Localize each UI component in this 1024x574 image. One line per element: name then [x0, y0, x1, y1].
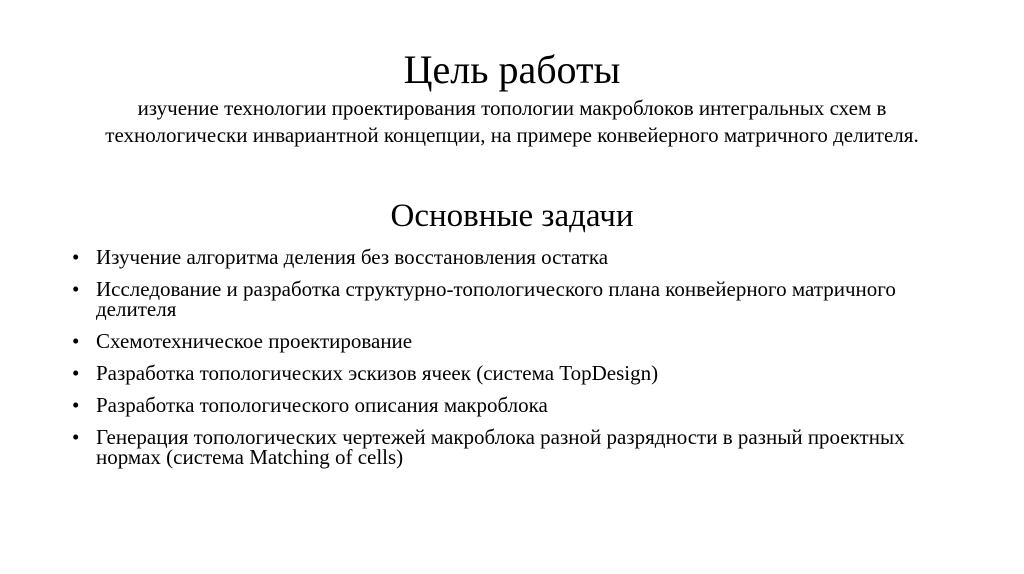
- task-text: Исследование и разработка структурно-топологического плана конвейерного матричного делителя: [96, 277, 896, 321]
- list-item: [70, 279, 950, 319]
- list-item: [70, 427, 950, 467]
- task-text: Разработка топологического описания макроблока: [96, 393, 548, 417]
- bullet-icon: •: [72, 245, 80, 269]
- bullet-icon: •: [72, 277, 80, 301]
- bullet-icon: •: [72, 393, 80, 417]
- list-item: [70, 395, 950, 415]
- task-text: Генерация топологических чертежей макроблока разной разрядности в разный проектных нормах (система Matching of cells): [96, 425, 905, 469]
- section-title: Основные задачи: [390, 198, 634, 234]
- task-text: Изучение алгоритма деления без восстановления остатка: [96, 245, 609, 269]
- list-item: [70, 363, 950, 383]
- list-item: [70, 331, 950, 351]
- bullet-icon: •: [72, 329, 80, 353]
- goal-description: изучение технологии проектирования топологии макроблоков интегральных схем в технологически инвариантной концепции, на примере конвейерного матричного делителя.: [105, 96, 919, 147]
- bullet-icon: •: [72, 361, 80, 385]
- slide-title: Цель работы: [403, 47, 621, 92]
- list-item: [70, 247, 950, 267]
- task-list: [70, 247, 950, 479]
- task-text: Схемотехническое проектирование: [96, 329, 413, 353]
- bullet-icon: •: [72, 425, 80, 449]
- task-text: Разработка топологических эскизов ячеек (система TopDesign): [96, 361, 659, 385]
